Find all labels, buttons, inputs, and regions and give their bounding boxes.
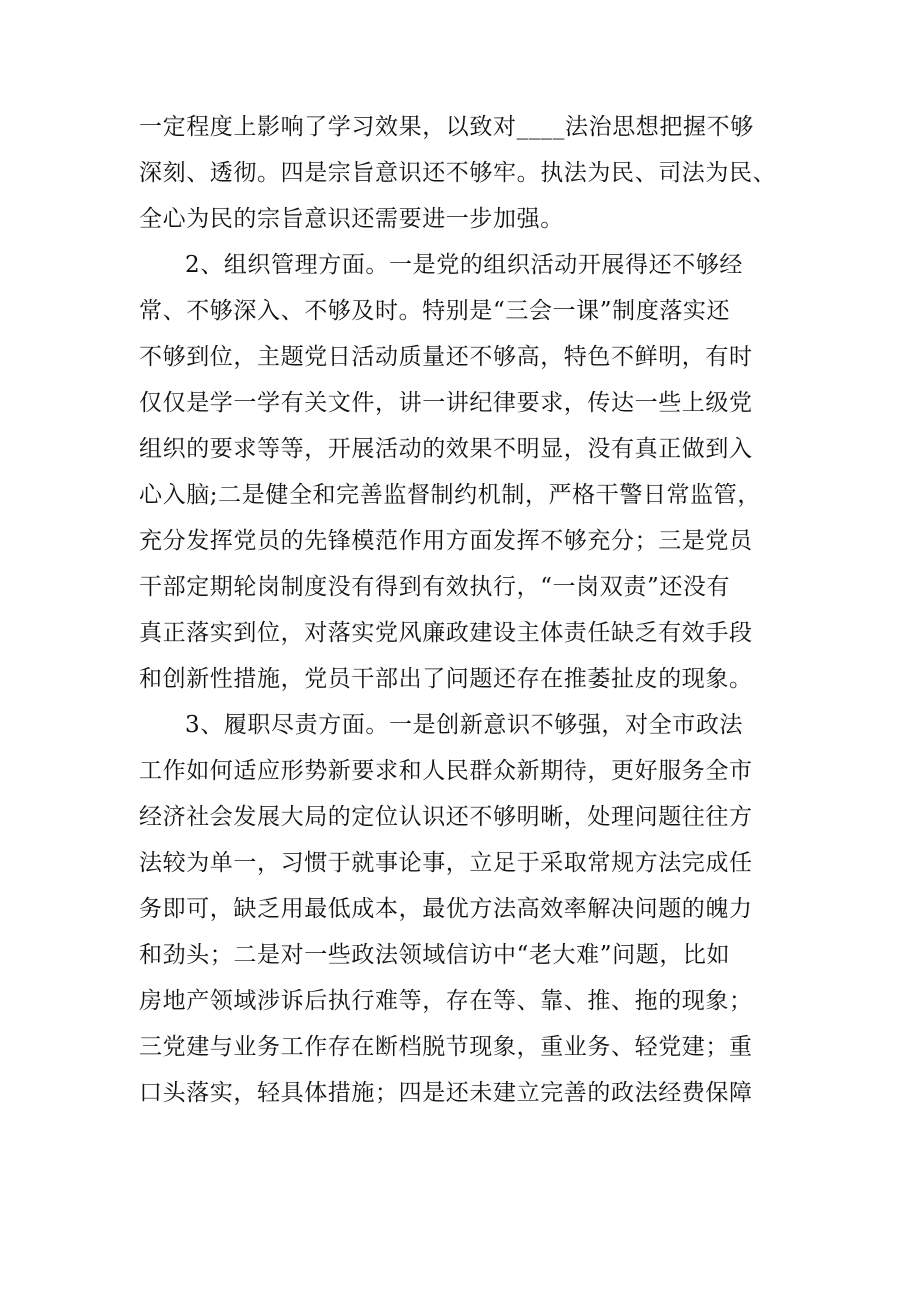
text-line: 充分发挥党员的先锋模范作用方面发挥不够充分；三是党员 bbox=[139, 528, 753, 554]
text-line: 真正落实到位，对落实党风廉政建设主体责任缺乏有效手段 bbox=[139, 620, 753, 646]
section-2-heading-line: 2、组织管理方面。一是党的组织活动开展得还不够经 bbox=[185, 252, 744, 278]
text-line: 全心为民的宗旨意识还需要进一步加强。 bbox=[139, 206, 564, 232]
text-line: 和创新性措施，党员干部出了问题还存在推萎扯皮的现象。 bbox=[139, 666, 753, 692]
text-line: 常、不够深入、不够及时。特别是“三会一课”制度落实还 bbox=[139, 298, 731, 324]
text-line: 组织的要求等等，开展活动的效果不明显，没有真正做到入 bbox=[139, 436, 753, 462]
text-line: 和劲头；二是对一些政法领域信访中“老大难”问题，比如 bbox=[139, 942, 731, 968]
document-body bbox=[139, 104, 781, 1116]
text-line: 三党建与业务工作存在断档脱节现象，重业务、轻党建；重 bbox=[139, 1034, 753, 1060]
text-line: 口头落实，轻具体措施；四是还未建立完善的政法经费保障 bbox=[139, 1080, 753, 1106]
section-3-heading-line: 3、履职尽责方面。一是创新意识不够强，对全市政法 bbox=[185, 712, 744, 738]
text-line: 不够到位，主题党日活动质量还不够高，特色不鲜明，有时 bbox=[139, 344, 753, 370]
text-line: 心入脑;二是健全和完善监督制约机制，严格干警日常监管， bbox=[139, 482, 761, 508]
text-line: 干部定期轮岗制度没有得到有效执行，“一岗双责”还没有 bbox=[139, 574, 731, 600]
text-line: 务即可，缺乏用最低成本，最优方法高效率解决问题的魄力 bbox=[139, 896, 753, 922]
text-line: 经济社会发展大局的定位认识还不够明晰，处理问题往往方 bbox=[139, 804, 753, 830]
text-line: 深刻、透彻。四是宗旨意识还不够牢。执法为民、司法为民、 bbox=[139, 160, 777, 186]
text-line: 仅仅是学一学有关文件，讲一讲纪律要求，传达一些上级党 bbox=[139, 390, 753, 416]
text-line: 法较为单一，习惯于就事论事，立足于采取常规方法完成任 bbox=[139, 850, 753, 876]
text-line: 房地产领域涉诉后执行难等，存在等、靠、推、拖的现象； bbox=[139, 988, 753, 1014]
text-line: 一定程度上影响了学习效果，以致对____法治思想把握不够 bbox=[139, 114, 754, 140]
text-line: 工作如何适应形势新要求和人民群众新期待，更好服务全市 bbox=[139, 758, 753, 784]
